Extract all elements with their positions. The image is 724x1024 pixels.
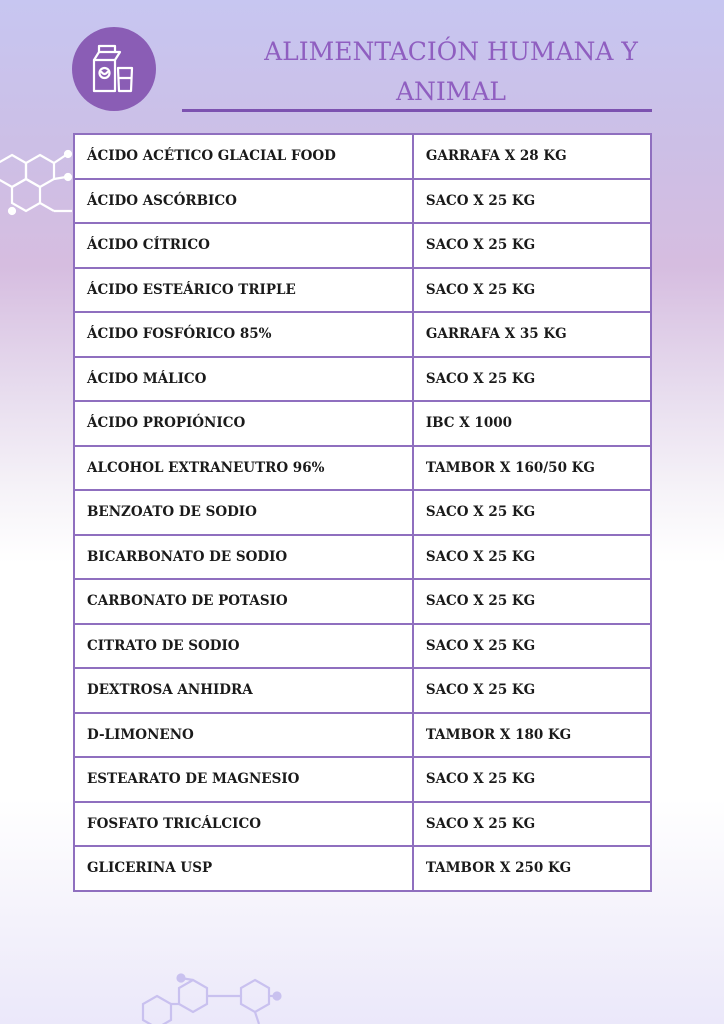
package-cell: IBC X 1000 (413, 401, 651, 446)
product-table (73, 133, 652, 892)
product-name-cell: ALCOHOL EXTRANEUTRO 96% (74, 446, 413, 491)
table-row (74, 401, 651, 446)
product-name-cell: ÁCIDO PROPIÓNICO (74, 401, 413, 446)
product-name-cell: ÁCIDO ACÉTICO GLACIAL FOOD (74, 134, 413, 179)
package-cell: GARRAFA X 28 KG (413, 134, 651, 179)
product-name-cell: ÁCIDO ASCÓRBICO (74, 179, 413, 224)
package-cell: SACO X 25 KG (413, 223, 651, 268)
table-row (74, 179, 651, 224)
package-cell: SACO X 25 KG (413, 268, 651, 313)
table-row (74, 802, 651, 847)
package-cell: SACO X 25 KG (413, 668, 651, 713)
product-name-cell: BENZOATO DE SODIO (74, 490, 413, 535)
package-cell: SACO X 25 KG (413, 179, 651, 224)
product-name-cell: DEXTROSA ANHIDRA (74, 668, 413, 713)
table-row (74, 713, 651, 758)
package-cell: SACO X 25 KG (413, 802, 651, 847)
package-cell: SACO X 25 KG (413, 357, 651, 402)
product-name-cell: FOSFATO TRICÁLCICO (74, 802, 413, 847)
product-table-body (74, 134, 651, 891)
package-cell: TAMBOR X 180 KG (413, 713, 651, 758)
product-name-cell: ÁCIDO ESTEÁRICO TRIPLE (74, 268, 413, 313)
product-name-cell: D-LIMONENO (74, 713, 413, 758)
table-row (74, 268, 651, 313)
table-row (74, 134, 651, 179)
molecule-decoration-left (0, 135, 80, 235)
package-cell: GARRAFA X 35 KG (413, 312, 651, 357)
table-row (74, 624, 651, 669)
product-name-cell: ÁCIDO FOSFÓRICO 85% (74, 312, 413, 357)
title-line-1: ALIMENTACIÓN HUMANA Y (264, 37, 638, 66)
table-row (74, 223, 651, 268)
table-row (74, 446, 651, 491)
product-name-cell: CARBONATO DE POTASIO (74, 579, 413, 624)
table-row (74, 535, 651, 580)
logo-badge (72, 27, 156, 111)
table-row (74, 757, 651, 802)
package-cell: SACO X 25 KG (413, 757, 651, 802)
table-row (74, 668, 651, 713)
molecule-decoration-bottom (135, 970, 295, 1024)
table-row (74, 490, 651, 535)
product-name-cell: CITRATO DE SODIO (74, 624, 413, 669)
product-name-cell: ESTEARATO DE MAGNESIO (74, 757, 413, 802)
package-cell: TAMBOR X 250 KG (413, 846, 651, 891)
package-cell: SACO X 25 KG (413, 624, 651, 669)
table-row (74, 579, 651, 624)
package-cell: SACO X 25 KG (413, 490, 651, 535)
package-cell: SACO X 25 KG (413, 535, 651, 580)
product-name-cell: ÁCIDO MÁLICO (74, 357, 413, 402)
table-row (74, 846, 651, 891)
package-cell: SACO X 25 KG (413, 579, 651, 624)
title-underline (182, 109, 652, 112)
milk-carton-glass-icon (91, 44, 137, 94)
table-row (74, 312, 651, 357)
table-row (74, 357, 651, 402)
title-line-2: ANIMAL (395, 77, 507, 106)
page-title (190, 32, 712, 112)
product-name-cell: BICARBONATO DE SODIO (74, 535, 413, 580)
product-name-cell: GLICERINA USP (74, 846, 413, 891)
product-name-cell: ÁCIDO CÍTRICO (74, 223, 413, 268)
package-cell: TAMBOR X 160/50 KG (413, 446, 651, 491)
